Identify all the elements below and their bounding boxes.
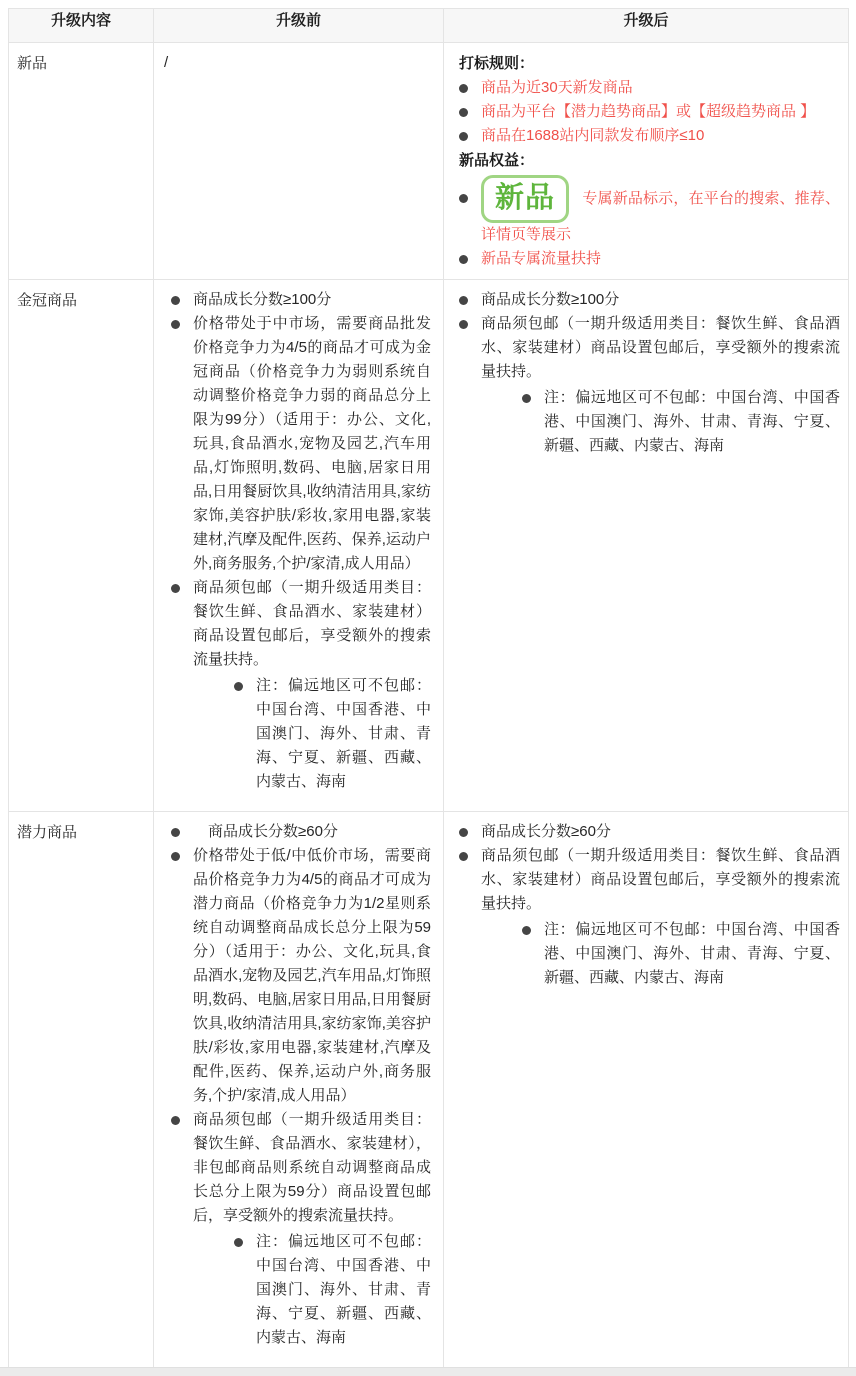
cell-potential-before	[154, 812, 444, 1368]
list-item	[171, 1108, 431, 1350]
bullet-icon	[459, 828, 468, 837]
note-list	[522, 386, 840, 458]
criteria-list	[459, 820, 840, 990]
bullet-icon	[459, 852, 468, 861]
row-title: 金冠商品	[17, 292, 78, 309]
row-new-product	[9, 43, 849, 280]
benefit-text: 新品专属流量扶持	[481, 250, 602, 267]
cell-gold-title	[9, 280, 154, 812]
note-item	[234, 1230, 431, 1350]
row-title: 潜力商品	[17, 824, 78, 841]
benefits-list	[459, 175, 840, 271]
criteria-text: 价格带处于低/中低价市场，需要商品价格竞争力为4/5的商品才可成为潜力商品（价格竞争力为1/2星则系统自动调整商品成长总分上限为59分）（适用于：办公、文化,玩具,食品酒水,宠物及园艺,汽车用品,灯饰照明,数码、电脑,居家日用品,日用餐厨饮具,收纳清洁用具,家纺家饰,美容护肤/彩妆,家用电器,家装建材,汽摩及配件,医药、保养,运动户外,商务服务,个护/家清,成人用品）	[193, 847, 431, 1104]
note-text: 注：偏远地区可不包邮：中国台湾、中国香港、中国澳门、海外、甘肃、青海、宁夏、新疆、西藏、内蒙古、海南	[544, 389, 840, 454]
bullet-icon	[459, 132, 468, 141]
note-list	[522, 918, 840, 990]
bullet-icon	[459, 194, 468, 203]
bullet-icon	[234, 682, 243, 691]
list-item	[171, 820, 431, 844]
row-potential-product	[9, 812, 849, 1368]
empty-value: /	[164, 54, 169, 71]
list-item	[171, 576, 431, 794]
bullet-icon	[459, 84, 468, 93]
bullet-icon	[171, 852, 180, 861]
list-item	[171, 312, 431, 576]
note-item	[522, 386, 840, 458]
rules-heading: 打标规则：	[459, 55, 535, 72]
criteria-text: 商品须包邮（一期升级适用类目：餐饮生鲜、食品酒水、家装建材）商品设置包邮后，享受额外的搜索流量扶持。	[193, 579, 431, 668]
note-item	[522, 918, 840, 990]
list-item	[459, 844, 840, 990]
column-header-after-upgrade: 升级后	[444, 9, 849, 43]
upgrade-rules-table	[8, 8, 849, 1368]
list-item	[459, 820, 840, 844]
cell-new-before	[154, 43, 444, 280]
bullet-icon	[459, 108, 468, 117]
note-list	[234, 1230, 431, 1350]
criteria-text: 商品成长分数≥60分	[193, 823, 338, 840]
cell-new-title	[9, 43, 154, 280]
list-item	[459, 76, 840, 100]
note-text: 注：偏远地区可不包邮：中国台湾、中国香港、中国澳门、海外、甘肃、青海、宁夏、新疆、西藏、内蒙古、海南	[256, 677, 431, 790]
bullet-icon	[234, 1238, 243, 1247]
note-text: 注：偏远地区可不包邮：中国台湾、中国香港、中国澳门、海外、甘肃、青海、宁夏、新疆、西藏、内蒙古、海南	[256, 1233, 431, 1346]
row-gold-crown-product	[9, 280, 849, 812]
criteria-text: 商品成长分数≥100分	[193, 291, 332, 308]
cell-potential-title	[9, 812, 154, 1368]
bullet-icon	[171, 828, 180, 837]
list-item	[459, 175, 840, 247]
list-item	[459, 247, 840, 271]
cell-gold-after	[444, 280, 849, 812]
criteria-text: 商品须包邮（一期升级适用类目：餐饮生鲜、食品酒水、家装建材），非包邮商品则系统自动调整商品成长总分上限为59分）商品设置包邮后，享受额外的搜索流量扶持。	[193, 1111, 431, 1224]
note-item	[234, 674, 431, 794]
page-bottom-strip	[0, 1367, 856, 1376]
benefit-text: 专属新品标示，在平台的搜索、推荐、详情页等展示	[481, 189, 840, 243]
bullet-icon	[459, 296, 468, 305]
rule-text: 商品在1688站内同款发布顺序≤10	[481, 127, 705, 144]
bullet-icon	[459, 320, 468, 329]
list-item	[459, 312, 840, 458]
note-text: 注：偏远地区可不包邮：中国台湾、中国香港、中国澳门、海外、甘肃、青海、宁夏、新疆、西藏、内蒙古、海南	[544, 921, 840, 986]
criteria-list	[171, 288, 431, 794]
list-item	[171, 288, 431, 312]
cell-new-after	[444, 43, 849, 280]
rule-text: 商品为平台【潜力趋势商品】或【超级趋势商品 】	[481, 103, 816, 120]
header-row	[9, 9, 849, 43]
new-product-badge: 新品	[481, 175, 569, 223]
bullet-icon	[171, 584, 180, 593]
list-item	[459, 288, 840, 312]
list-item	[459, 100, 840, 124]
criteria-text: 商品成长分数≥100分	[481, 291, 620, 308]
criteria-list	[459, 288, 840, 458]
note-list	[234, 674, 431, 794]
rules-list	[459, 76, 840, 148]
criteria-text: 商品成长分数≥60分	[481, 823, 611, 840]
column-header-upgrade-content: 升级内容	[9, 9, 154, 43]
criteria-text: 商品须包邮（一期升级适用类目：餐饮生鲜、食品酒水、家装建材）商品设置包邮后，享受额外的搜索流量扶持。	[481, 315, 840, 380]
criteria-text: 商品须包邮（一期升级适用类目：餐饮生鲜、食品酒水、家装建材）商品设置包邮后，享受额外的搜索流量扶持。	[481, 847, 840, 912]
bullet-icon	[522, 926, 531, 935]
row-title: 新品	[17, 55, 48, 72]
list-item	[459, 124, 840, 148]
bullet-icon	[171, 320, 180, 329]
cell-potential-after	[444, 812, 849, 1368]
bullet-icon	[171, 296, 180, 305]
rule-text: 商品为近30天新发商品	[481, 79, 633, 96]
cell-gold-before	[154, 280, 444, 812]
criteria-list	[171, 820, 431, 1350]
column-header-before-upgrade: 升级前	[154, 9, 444, 43]
criteria-text: 价格带处于中市场，需要商品批发价格竞争力为4/5的商品才可成为金冠商品（价格竞争力为弱则系统自动调整价格竞争力弱的商品总分上限为99分）（适用于：办公、文化,玩具,食品酒水,宠物及园艺,汽车用品,灯饰照明,数码、电脑,居家日用品,日用餐厨饮具,收纳清洁用具,家纺家饰,美容护肤/彩妆,家用电器,家装建材,汽摩及配件,医药、保养,运动户外,商务服务,个护/家清,成人用品）	[193, 315, 431, 572]
bullet-icon	[459, 255, 468, 264]
bullet-icon	[522, 394, 531, 403]
list-item	[171, 844, 431, 1108]
benefits-heading: 新品权益：	[459, 152, 535, 169]
bullet-icon	[171, 1116, 180, 1125]
